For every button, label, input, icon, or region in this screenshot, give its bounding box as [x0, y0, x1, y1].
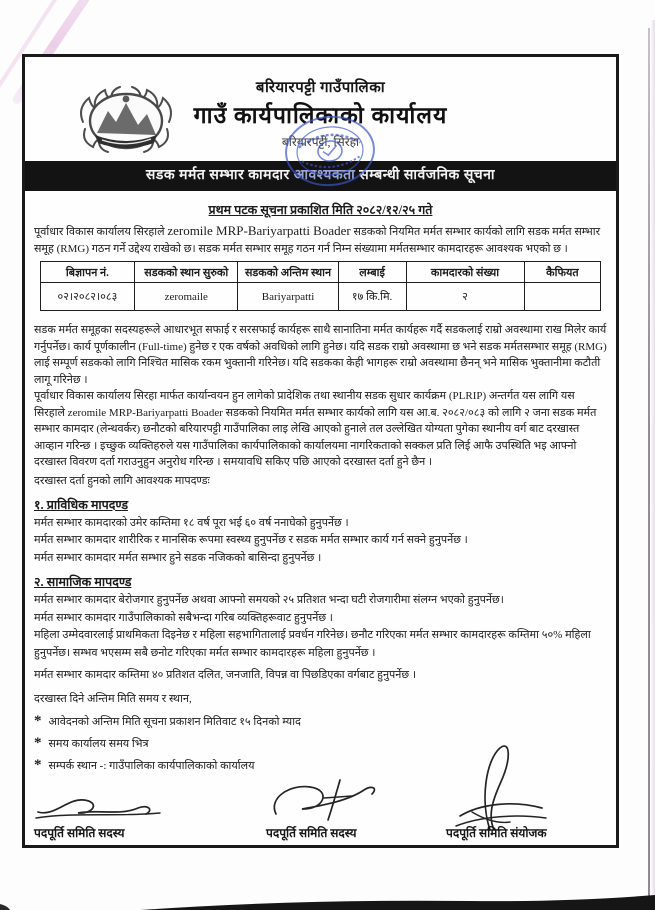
deadline-item: [34, 712, 607, 730]
intro-text: सडकको नियमित मर्मत सम्भार कार्यको लागि सडक मर्मत सम्भार समूह (RMG) गठन गर्ने उद्देश्य राखेको छ। सडक मर्मत सम्भार समूह गठन गर्न निम्न संख्यामा मर्मतसम्भार कामदारहरू आवश्यक भएको छ ।: [34, 226, 601, 255]
table-header-cell: सडकको स्थान सुरुको: [135, 262, 238, 283]
asterisk-marker: *: [34, 712, 42, 729]
intro-paragraph: [34, 223, 607, 257]
vacancy-table: [40, 261, 602, 311]
technical-item: मर्मत सम्भार कामदारको उमेर कम्तिमा १८ वर्ष पूरा भई ६० वर्ष ननाघेको हुनुपर्नेछ ।: [34, 516, 349, 529]
table-cell-road-start: zeromaile: [135, 283, 238, 311]
scan-edge-line: [648, 28, 650, 904]
office-address: बरियारपट्टी, सिरहा: [281, 135, 360, 149]
signature-member-left: [34, 790, 174, 841]
banner-text-stamp-faded: आवश्यकता: [293, 168, 356, 183]
duties-paragraph: सडक मर्मत समूहका सदस्यहरूले आधारभूत सफाई र सरसफाई कार्यहरू साथै सानातिना मर्मत कार्यहरू गर्दै सडकलाई राम्रो अवस्थामा राख मिलेर कार्य गर्नुपर्नेछ। कार्य पूर्णकालीन (Full-time) हुनेछ र एक वर्षको अवधिको लागि हुनेछ। यदि सडक राम्रो अवस्थामा छ भने सडक मर्मतसम्भार समूह (RMG) लाई सम्पूर्ण सडकको लागि निश्चित मासिक रकम भुक्तानी गरिनेछ। यदि सडकका केही भागहरू राम्रो अवस्थामा छैनन् भने मासिक भुक्तानीमा कटौती लागू गरिनेछ ।: [34, 324, 607, 386]
social-item: मर्मत सम्भार कामदार बेरोजगार हुनुपर्नेछ अथवा आफ्नो समयको २५ प्रतिशत भन्दा घटी रोजगारीमा संलग्न भएको हुनुपर्नेछ।: [34, 594, 504, 606]
criteria-lead: दरखास्त दर्ता हुनको लागि आवश्यक मापदण्डः: [34, 474, 210, 487]
signature-label: पदपूर्ति समिति सदस्य: [34, 826, 125, 840]
table-cell-road-end: Bariyarpatti: [238, 283, 338, 311]
banner-text: सडक मर्मत सम्भार कामदार: [145, 168, 294, 183]
table-cell-worker-count: २: [406, 283, 524, 311]
social-section-title: २. सामाजिक मापदण्ड: [34, 575, 132, 589]
social-item: मर्मत सम्भार कामदार कम्तिमा ४० प्रतिशत दलित, जनजाति, विपन्न वा पिछडिएका वर्गबाट हुनुपर्नेछ ।: [34, 669, 417, 681]
signature-label: पदपूर्ति समिति संयोजक: [446, 826, 547, 840]
table-header-cell: बिज्ञापन नं.: [40, 262, 134, 283]
social-item: महिला उम्मेदवारलाई प्राथमिकता दिइनेछ र महिला सहभागितालाई प्रवर्धन गरिनेछ। छनौट गरिएका मर्मत सम्भार कामदारहरू कम्तिमा ५०% महिला हुनुपर्नेछ। सम्भव भएसम्म सबै छनोट गरिएका मर्मत सम्भार कामदारहरू महिला हुनुपर्नेछ ।: [34, 629, 591, 659]
table-row: [40, 283, 601, 311]
banner-text: सम्बन्धी सार्वजनिक सूचना: [355, 168, 496, 183]
table-cell-length: १७ कि.मि.: [338, 283, 406, 311]
scan-edge-bottom: [0, 890, 655, 910]
letterhead: [25, 57, 616, 161]
social-item: मर्मत सम्भार कामदार गाउँपालिकाको सबैभन्दा गरिब व्यक्तिहरूवाट हुनुपर्नेछ ।: [34, 611, 333, 624]
signature-label: पदपूर्ति समिति सदस्य: [266, 826, 357, 840]
table-cell-ad-number: ०२।२०८२।०८३: [40, 283, 134, 311]
signature-block: [34, 755, 607, 841]
deadline-heading: दरखास्त दिने अन्तिम मिति समय र स्थान,: [34, 692, 192, 705]
table-header-cell: सडकको अन्तिम स्थान: [238, 262, 338, 283]
signature-member-center: [266, 776, 386, 841]
road-name-latin: zeromile MRP-Bariyarpatti Boader: [167, 223, 351, 238]
signature-coordinator: [446, 742, 556, 841]
deadline-item-text: सम्पर्क स्थान -: गाउँपालिका कार्यपालिकाको कार्यालय: [48, 759, 255, 772]
notice-banner: [25, 161, 616, 191]
technical-item: मर्मत सम्भार कामदार मर्मत सम्भार हुने सडक नजिकको बासिन्दा हुनुपर्नेछ ।: [34, 551, 322, 564]
scan-edge-shadow: [650, 20, 655, 910]
technical-item: मर्मत सम्भार कामदार शारीरिक र मानसिक रूपमा स्वस्थ्य हुनुपर्नेछ र सडक मर्मत सम्भार कार्य गर्न सक्ने हुनुपर्नेछ ।: [34, 534, 468, 546]
notice-body: [25, 191, 616, 774]
office-name: गाउँ कार्यपालिकाको कार्यालय: [193, 103, 448, 128]
table-header-cell: कैफियत: [524, 262, 601, 283]
table-header-cell: लम्बाई: [338, 262, 406, 283]
table-header-cell: कामदारको संख्या: [406, 262, 524, 283]
intro-text: पूर्वाधार विकास कार्यालय सिरहाले: [34, 226, 168, 238]
deadline-item-text: समय कार्यालय समय भित्र: [48, 737, 149, 750]
technical-section-title: १. प्राविधिक मापदण्ड: [34, 497, 129, 512]
deadline-item-text: आवेदनको अन्तिम मिति सूचना प्रकाशन मितिवाट १५ दिनको म्याद: [48, 715, 301, 728]
publish-date-heading: प्रथम पटक सूचना प्रकाशित मिति २०८२/१२/२५ गते: [208, 203, 433, 217]
asterisk-marker: *: [34, 734, 42, 751]
program-paragraph: पूर्वाधार विकास कार्यालय सिरहा मार्फत कार्यान्वयन हुन लागेको प्रादेशिक तथा स्थानीय सडक सुधार कार्यक्रम (PLRIP) अन्तर्गत यस लागि यस सिरहाले zeromile MRP-Bariyarpatti Boader सडकको नियमित मर्मत सम्भार कार्यको लागि यस आ.ब. २०८२/०८३ को लागि २ जना सडक मर्मत सम्भार कामदार (लेन्थवर्कर) छनौटको बरियारपट्टी गाउँपालिका लाइ लेखि आएको हुनाले तल उल्लेखित योग्यता पुगेका स्थानीय वर्ग बाट दरखास्त आव्हान गरिन्छ । इच्छुक व्यक्तिहरुले यस गाउँपालिका कार्यपालिकाको कार्यालयमा नागरिकताको सक्कल प्रति लिई आफै उपस्थिति भइ आफ्नो दरखास्त विवरण दर्ता गराउनुहुन अनुरोध गरिन्छ । समयावधि सकिए पछि आएको दरखास्त दर्ता हुने छैन ।: [34, 390, 597, 468]
table-header-row: [40, 262, 601, 283]
handwritten-signature-icon: [34, 790, 174, 824]
municipality-name: बरियारपट्टी गाउँपालिका: [255, 80, 386, 96]
document-frame: [22, 54, 619, 848]
table-cell-remarks: [524, 283, 601, 311]
asterisk-marker: *: [34, 756, 42, 773]
handwritten-signature-icon: [266, 776, 386, 824]
